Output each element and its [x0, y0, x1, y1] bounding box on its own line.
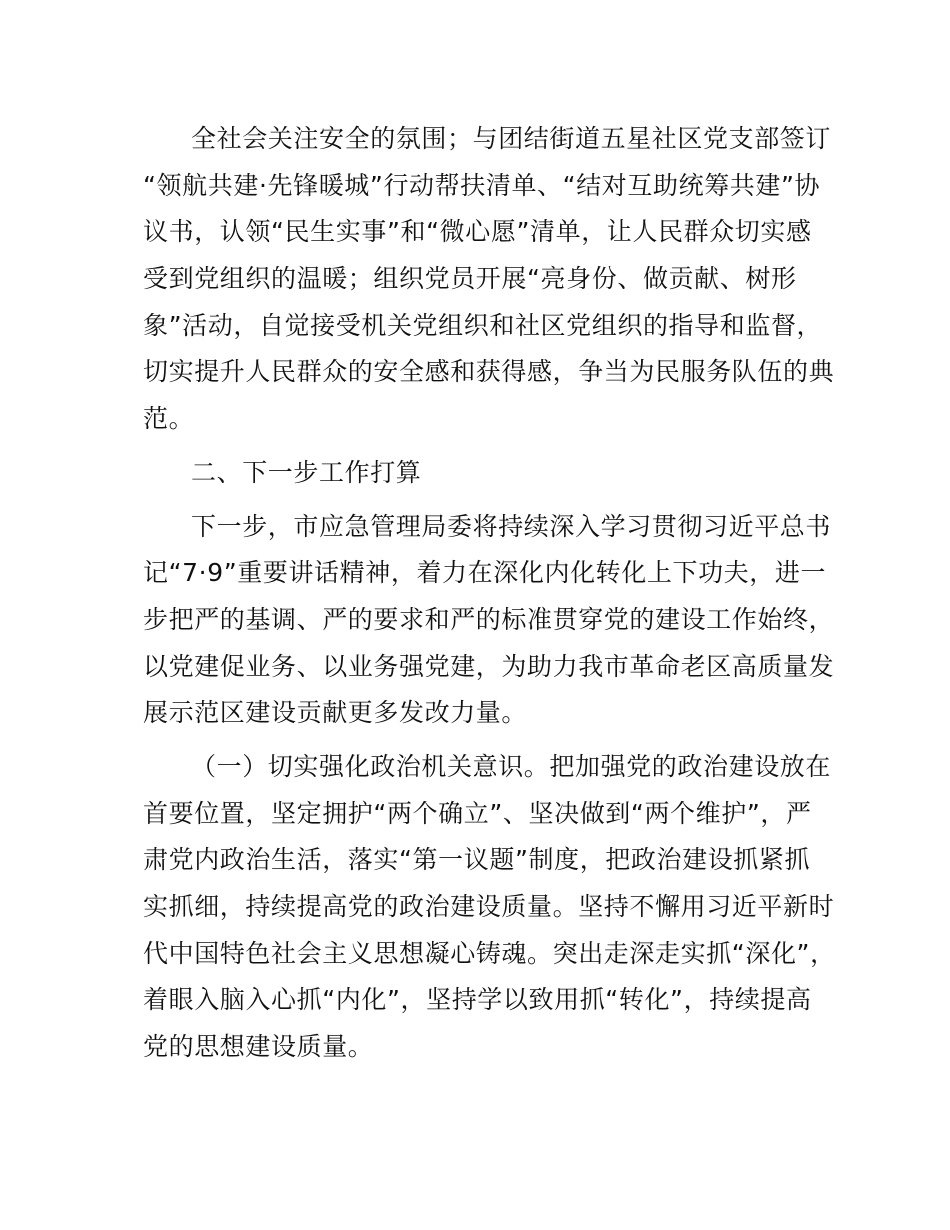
paragraph-line: 全社会关注安全的氛围；与团结街道五星社区党支部签订 — [191, 124, 832, 153]
paragraph-line: 展示范区建设贡献更多发改力量。 — [143, 698, 528, 728]
paragraph-line: 步把严的基调、严的要求和严的标准贯穿党的建设工作始终， — [143, 604, 835, 634]
paragraph-line: 实抓细，持续提高党的政治建设质量。坚持不懈用习近平新时 — [143, 892, 835, 921]
paragraph-line: 象”活动，自觉接受机关党组织和社区党组织的指导和监督， — [143, 310, 823, 340]
paragraph-line: 范。 — [143, 404, 195, 434]
paragraph-line: “领航共建·先锋暖城”行动帮扶清单、“结对互助统筹共建”协 — [143, 170, 821, 200]
paragraph-1 — [143, 116, 833, 443]
paragraph-line: 党的思想建设质量。 — [143, 1032, 374, 1062]
section-heading-text: 二、下一步工作打算 — [191, 457, 422, 487]
paragraph-line: （一）切实强化政治机关意识。把加强党的政治建设放在 — [191, 751, 832, 781]
paragraph-line: 议书，认领“民生实事”和“微心愿”清单，让人民群众切实感 — [143, 217, 812, 247]
paragraph-line: 切实提升人民群众的安全感和获得感，争当为民服务队伍的典 — [143, 357, 835, 387]
paragraph-4 — [143, 744, 836, 1071]
paragraph-line: 记“7·9”重要讲话精神，着力在深化内化转化上下功夫，进一 — [143, 558, 827, 588]
paragraph-3 — [143, 504, 833, 737]
document-body — [143, 116, 836, 1071]
paragraph-line: 以党建促业务、以业务强党建，为助力我市革命老区高质量发 — [143, 651, 835, 681]
section-heading — [143, 450, 833, 497]
paragraph-line: 代中国特色社会主义思想凝心铸魂。突出走深走实抓“深化”， — [143, 938, 836, 968]
paragraph-line: 受到党组织的温暖；组织党员开展“亮身份、做贡献、树形 — [143, 264, 797, 294]
paragraph-line: 下一步，市应急管理局委将持续深入学习贯彻习近平总书 — [191, 511, 832, 541]
paragraph-line: 首要位置，坚定拥护“两个确立”、坚决做到“两个维护”，严 — [143, 798, 812, 828]
paragraph-line: 着眼入脑入心抓“内化”，坚持学以致用抓“转化”，持续提高 — [143, 985, 812, 1015]
paragraph-line: 肃党内政治生活，落实“第一议题”制度，把政治建设抓紧抓 — [143, 845, 811, 875]
